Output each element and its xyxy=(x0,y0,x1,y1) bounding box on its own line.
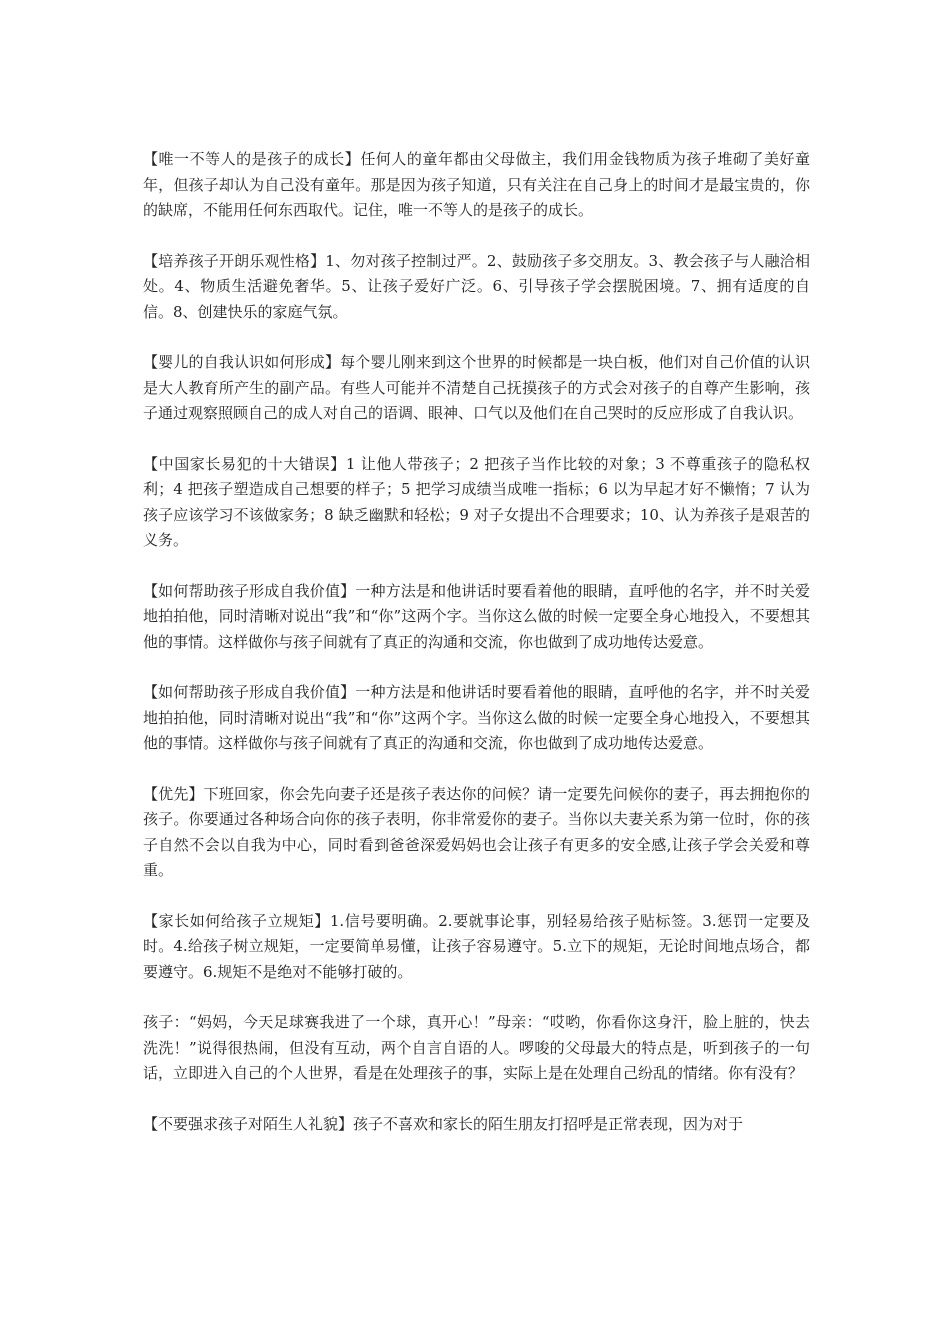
paragraph-child-growth: 【唯一不等人的是孩子的成长】任何人的童年都由父母做主，我们用金钱物质为孩子堆砌了美好童年，但孩子却认为自己没有童年。那是因为孩子知道，只有关注在自己身上的时间才是最宝贵的，你的缺席，不能用任何东西取代。记住，唯一不等人的是孩子的成长。 xyxy=(143,150,810,219)
paragraph-self-worth-repeat: 【如何帮助孩子形成自我价值】一种方法是和他讲话时要看着他的眼睛，直呼他的名字，并不时关爱地拍拍他，同时清晰对说出“我”和“你”这两个字。当你这么做的时候一定要全身心地投入，不要想其他的事情。这样做你与孩子间就有了真正的沟通和交流，你也做到了成功地传达爱意。 xyxy=(143,683,810,752)
paragraph-strangers: 【不要强求孩子对陌生人礼貌】孩子不喜欢和家长的陌生朋友打招呼是正常表现，因为对于 xyxy=(143,1114,744,1133)
paragraph-priority: 【优先】下班回家，你会先向妻子还是孩子表达你的问候？请一定要先问候你的妻子，再去拥抱你的孩子。你要通过各种场合向你的孩子表明，你非常爱你的妻子。当你以夫妻关系为第一位时，你的孩子自然不会以自我为中心，同时看到爸爸深爱妈妈也会让孩子有更多的安全感,让孩子学会关爱和尊重。 xyxy=(143,784,810,879)
paragraph-infant-self-awareness: 【婴儿的自我认识如何形成】每个婴儿刚来到这个世界的时候都是一块白板，他们对自己价值的认识是大人教育所产生的副产品。有些人可能并不清楚自己抚摸孩子的方式会对孩子的自尊产生影响，孩子通过观察照顾自己的成人对自己的语调、眼神、口气以及他们在自己哭时的反应形成了自我认识。 xyxy=(143,353,810,422)
paragraph-rules: 【家长如何给孩子立规矩】1.信号要明确。2.要就事论事，别轻易给孩子贴标签。3.惩罚一定要及时。4.给孩子树立规矩，一定要简单易懂，让孩子容易遵守。5.立下的规矩，无论时间地点场合，都要遵守。6.规矩不是绝对不能够打破的。 xyxy=(143,911,810,981)
paragraph-ten-mistakes: 【中国家长易犯的十大错误】1 让他人带孩子；2 把孩子当作比较的对象；3 不尊重孩子的隐私权利；4 把孩子塑造成自己想要的样子；5 把学习成绩当成唯一指标；6 以为早起才好不懒惰；7 认为孩子应该学习不该做家务；8 缺乏幽默和轻松；9 对子女提出不合理要求；10、认为养孩子是艰苦的义务。 xyxy=(143,454,810,549)
paragraph-optimistic-character: 【培养孩子开朗乐观性格】1、勿对孩子控制过严。2、鼓励孩子多交朋友。3、教会孩子与人融洽相处。4、物质生活避免奢华。5、让孩子爱好广泛。6、引导孩子学会摆脱困境。7、拥有适度的自信。8、创建快乐的家庭气氛。 xyxy=(143,251,810,321)
paragraph-dialogue: 孩子：“妈妈，今天足球赛我进了一个球，真开心！”母亲：“哎哟，你看你这身汗，脸上脏的，快去洗洗！”说得很热闹，但没有互动，两个自言自语的人。啰唆的父母最大的特点是，听到孩子的一句话，立即进入自己的个人世界，看是在处理孩子的事，实际上是在处理自己纷乱的情绪。你有没有？ xyxy=(143,1013,810,1082)
paragraph-self-worth: 【如何帮助孩子形成自我价值】一种方法是和他讲话时要看着他的眼睛，直呼他的名字，并不时关爱地拍拍他，同时清晰对说出“我”和“你”这两个字。当你这么做的时候一定要全身心地投入，不要想其他的事情。这样做你与孩子间就有了真正的沟通和交流，你也做到了成功地传达爱意。 xyxy=(143,581,810,651)
document-body xyxy=(143,147,810,1162)
